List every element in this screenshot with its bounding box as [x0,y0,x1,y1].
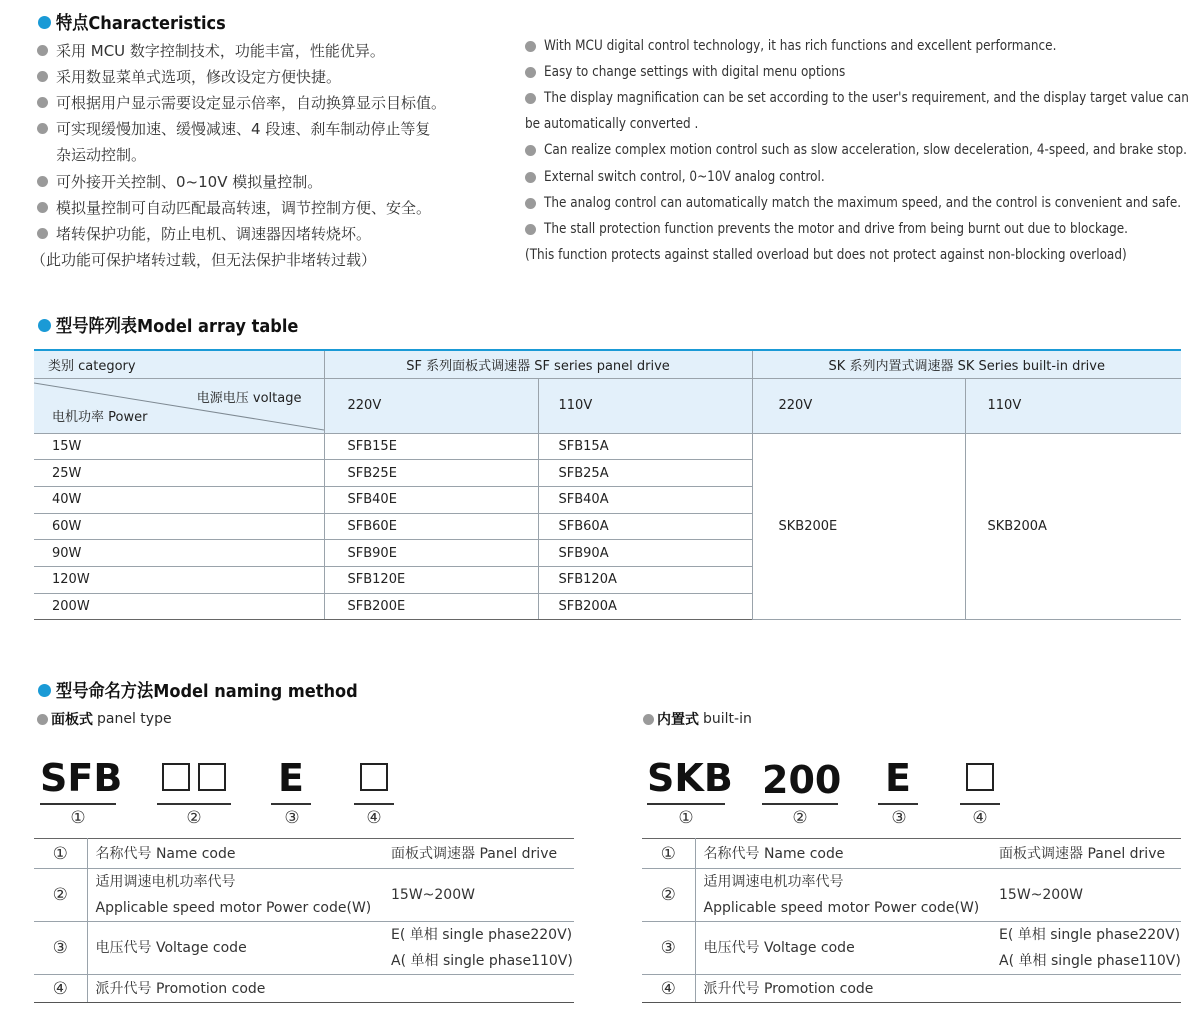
code-name-segment: SKB [647,756,733,800]
bullet-icon [38,319,51,332]
code-underline [762,803,838,805]
table-row: ④ 派升代号 Promotion code [642,975,1181,1003]
table-row: 15W SFB15E SFB15A SKB200E SKB200A [34,433,1181,460]
marker-4: ④ [366,808,382,828]
table-row: 60W SFB60E SFB60A [34,513,1181,540]
builtin-naming-table [642,838,1181,1003]
model-array-title: 型号阵列表Model array table [56,316,299,337]
code-voltage-segment: E [278,756,304,800]
bullet-icon [525,93,536,104]
bullet-icon [37,714,48,725]
naming-heading [38,677,391,703]
panel-type-label: 面板式 panel type [37,709,172,729]
bullet-icon [643,714,654,725]
code-promotion-segment [960,763,1000,795]
placeholder-box [966,763,994,791]
table-row: ③ 电压代号 Voltage code E( 单相 single phase220V) A( 单相 single phase110V) [34,922,574,975]
list-item: The display magnification can be set according to the user's requirement, and the display target value can [525,90,1200,106]
bullet-icon [37,71,48,82]
code-underline [960,803,1000,805]
code-voltage-segment: E [885,756,911,800]
bullet-icon [37,97,48,108]
marker-1: ① [70,808,86,828]
power-label: 电机功率 Power [52,409,148,425]
table-row: ④ 派升代号 Promotion code [34,975,574,1003]
list-item: 采用数显菜单式选项，修改设定方便快捷。 [37,66,341,87]
category-header: 类别 category [34,350,324,378]
code-underline [157,803,231,805]
characteristics-title: 特点Characteristics [56,13,226,34]
model-array-table [34,349,1181,620]
list-item: Easy to change settings with digital menu options [525,64,894,80]
table-row: 40W SFB40E SFB40A [34,486,1181,513]
marker-2: ② [792,808,808,828]
code-underline [271,803,311,805]
code-power-segment: 200 [762,758,842,802]
table-row: ① 名称代号 Name code 面板式调速器 Panel drive [642,839,1181,869]
table-header-row [34,350,1181,378]
table-row: 90W SFB90E SFB90A [34,540,1181,567]
list-item: External switch control, 0~10V analog control. [525,169,870,185]
list-item: 杂运动控制。 [56,146,147,164]
list-item: With MCU digital control technology, it has rich functions and excellent performance. [525,38,1140,54]
bullet-icon [37,176,48,187]
bullet-icon [38,684,51,697]
list-item: The stall protection function prevents the motor and drive from being burnt out due to blockage. [525,221,1200,237]
voltage-label: 电源电压 voltage [196,390,302,406]
list-item: The analog control can automatically match the maximum speed, and the control is convenient and safe. [525,195,1200,211]
sk-110v-header: 110V [965,378,1181,433]
table-row: 25W SFB25E SFB25A [34,460,1181,487]
code-promotion-segment [354,763,394,795]
table-subheader-row [34,378,1181,433]
diagonal-header-cell [34,378,324,433]
sk-220v-header: 220V [752,378,965,433]
placeholder-box [360,763,388,791]
bullet-icon [37,123,48,134]
sf-110v-header: 110V [538,378,752,433]
features-zh-list [31,0,517,280]
list-item: Can realize complex motion control such as slow acceleration, slow deceleration, 4-speed, and brake stop. [525,142,1200,158]
list-item: 可外接开关控制、0~10V 模拟量控制。 [37,171,322,192]
marker-3: ③ [284,808,300,828]
bullet-icon [37,45,48,56]
table-row: ③ 电压代号 Voltage code E( 单相 single phase220V) A( 单相 single phase110V) [642,922,1181,975]
features-en-list [525,0,1189,280]
code-underline [647,803,725,805]
bullet-icon [525,41,536,52]
bullet-icon [525,172,536,183]
bullet-icon [525,224,536,235]
list-item: 可根据用户显示需要设定显示倍率，自动换算显示目标值。 [37,92,446,113]
code-underline [354,803,394,805]
table-row: 120W SFB120E SFB120A [34,566,1181,593]
bullet-icon [37,228,48,239]
marker-2: ② [186,808,202,828]
builtin-type-label: 内置式 built-in [643,709,752,729]
model-array-heading [38,312,325,338]
bullet-icon [525,198,536,209]
table-row: 200W SFB200E SFB200A [34,593,1181,620]
bullet-icon [525,145,536,156]
marker-1: ① [678,808,694,828]
sk-220v-model: SKB200E [752,433,965,620]
list-item: 堵转保护功能，防止电机、调速器因堵转烧坏。 [37,223,371,244]
code-underline [878,803,918,805]
placeholder-box [162,763,190,791]
marker-4: ④ [972,808,988,828]
table-row: ② 适用调速电机功率代号 Applicable speed motor Power code(W) 15W~200W [34,869,574,922]
table-row: ① 名称代号 Name code 面板式调速器 Panel drive [34,839,574,869]
list-item: 可实现缓慢加速、缓慢减速、4 段速、刹车制动停止等复 [37,118,430,139]
list-item: 采用 MCU 数字控制技术，功能丰富，性能优异。 [37,40,385,61]
bullet-icon [37,202,48,213]
placeholder-box [198,763,226,791]
sf-220v-header: 220V [324,378,538,433]
bullet-icon [525,67,536,78]
sf-series-header: SF 系列面板式调速器 SF series panel drive [324,350,752,378]
panel-naming-table [34,838,574,1003]
sk-110v-model: SKB200A [965,433,1181,620]
sk-series-header: SK 系列内置式调速器 SK Series built-in drive [752,350,1181,378]
list-item: (This function protects against stalled overload but does not protect against non-blocking overload) [525,247,1127,263]
list-item: （此功能可保护堵转过载，但无法保护非堵转过载） [31,251,377,269]
code-power-segment [157,763,231,795]
code-underline [40,803,116,805]
list-item: 模拟量控制可自动匹配最高转速，调节控制方便、安全。 [37,197,431,218]
naming-title: 型号命名方法Model naming method [56,681,358,702]
marker-3: ③ [891,808,907,828]
code-name-segment: SFB [40,756,123,800]
table-row: ② 适用调速电机功率代号 Applicable speed motor Power code(W) 15W~200W [642,869,1181,922]
list-item: be automatically converted . [525,116,699,132]
